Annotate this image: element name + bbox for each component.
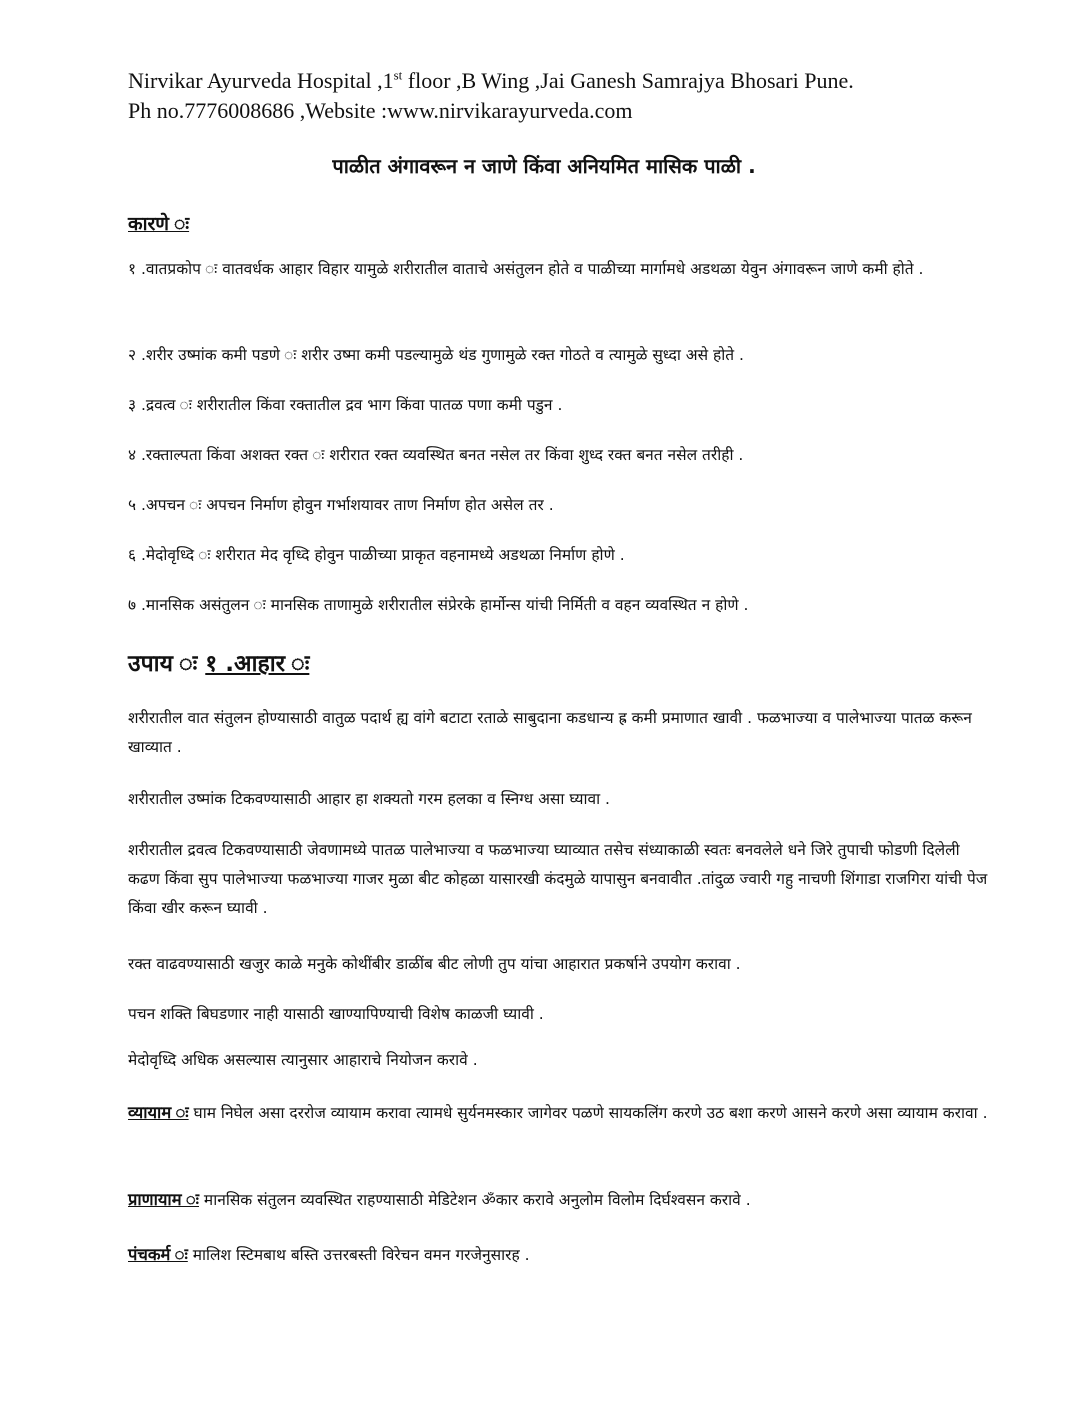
pranayam-section — [128, 1185, 988, 1215]
header-contact-line: Ph no.7776008686 ,Website :www.nirvikarayurveda.com — [128, 98, 633, 123]
cause-item-5: ५ .अपचन ः अपचन निर्माण होवुन गर्भाशयावर ताण निर्माण होत असेल तर . — [128, 496, 554, 514]
header-address-line — [128, 66, 1028, 96]
panchakarma-text: मालिश स्टिमबाथ बस्ति उत्तरबस्ती विरेचन वमन गरजेनुसारह . — [187, 1246, 530, 1264]
cause-item-4: ४ .रक्ताल्पता किंवा अशक्त रक्त ः शरीरात रक्त व्यवस्थित बनत नसेल तर किंवा शुध्द रक्त बनत नसेल तरीही . — [128, 446, 744, 464]
exercise-section — [128, 1098, 988, 1128]
pranayam-text: मानसिक संतुलन व्यवस्थित राहण्यासाठी मेडिटेशन ॐकार करावे अनुलोम विलोम दिर्घश्वसन करावे . — [199, 1191, 751, 1209]
diet-paragraph-6: मेदोवृध्दि अधिक असल्यास त्यानुसार आहाराचे नियोजन करावे . — [128, 1051, 478, 1069]
pranayam-label: प्राणायाम ः — [128, 1190, 199, 1209]
remedy-heading — [128, 646, 309, 678]
cause-item-2: २ .शरीर उष्मांक कमी पडणे ः शरीर उष्मा कमी पडल्यामुळे थंड गुणामुळे रक्त गोठते व त्यामुळे सुध्दा असे होते . — [128, 346, 744, 364]
header-superscript: st — [393, 67, 403, 83]
cause-item-7: ७ .मानसिक असंतुलन ः मानसिक ताणामुळे शरीरातील संप्रेरके हार्मोन्स यांची निर्मिती व वहन व्यवस्थित न होणे . — [128, 596, 749, 614]
cause-item-1: १ .वातप्रकोप ः वातवर्धक आहार विहार यामुळे शरीरातील वाताचे असंतुलन होते व पाळीच्या मार्गामधे अडथळा येवुन अंगावरून जाणे कमी होते . — [128, 260, 924, 278]
hospital-header — [128, 66, 1028, 126]
panchakarma-label: पंचकर्म ः — [128, 1245, 188, 1264]
diet-paragraph-2: शरीरातील उष्मांक टिकवण्यासाठी आहार हा शक्यतो गरम हलका व स्निग्ध असा घ्यावा . — [128, 790, 610, 808]
diet-paragraph-4: रक्त वाढवण्यासाठी खजुर काळे मनुके कोथींबीर डाळींब बीट लोणी तुप यांचा आहारात प्रकर्षाने उपयोग करावा . — [128, 955, 741, 973]
cause-item-3: ३ .द्रवत्व ः शरीरातील किंवा रक्तातील द्रव भाग किंवा पातळ पणा कमी पडुन . — [128, 396, 563, 414]
diet-paragraph-1: शरीरातील वात संतुलन होण्यासाठी वातुळ पदार्थ ह्य वांगे बटाटा रताळे साबुदाना कडधान्य ह्र कमी प्रमाणात खावी . फळभाज्या व पालेभाज्या पातळ करून खाव्यात . — [128, 709, 972, 756]
remedy-heading-diet: १ .आहार ः — [205, 651, 310, 677]
remedy-heading-prefix: उपाय ः — [128, 651, 206, 677]
exercise-text: घाम निघेल असा दररोज व्यायाम करावा त्यामधे सुर्यनमस्कार जागेवर पळणे सायकलिंग करणे उठ बशा करणे आसने करणे असा व्यायाम करावा . — [188, 1104, 988, 1122]
page-title: पाळीत अंगावरून न जाणे किंवा अनियमित मासिक पाळी . — [332, 154, 756, 178]
header-address-pre: Nirvikar Ayurveda Hospital ,1 — [128, 68, 394, 93]
diet-paragraph-3: शरीरातील द्रवत्व टिकवण्यासाठी जेवणामध्ये पातळ पालेभाज्या व फळभाज्या घ्याव्यात तसेच संध्याकाळी स्वतः बनवलेले धने जिरे तुपाची फोडणी दिलेली कढण किंवा सुप पालेभाज्या फळभाज्या गाजर मुळा बीट कोहळा यासारखी कंदमुळे यापासुन बनवावीत .तांदुळ ज्वारी गहु नाचणी शिंगाडा राजगिरा यांची पेज किंवा खीर करून घ्यावी . — [128, 841, 988, 917]
panchakarma-section — [128, 1240, 988, 1270]
causes-heading: कारणे ः — [128, 213, 190, 235]
header-address-post: floor ,B Wing ,Jai Ganesh Samrajya Bhosari Pune. — [402, 68, 854, 93]
cause-item-6: ६ .मेदोवृध्दि ः शरीरात मेद वृध्दि होवुन पाळीच्या प्राकृत वहनामध्ये अडथळा निर्माण होणे . — [128, 546, 625, 564]
diet-paragraph-5: पचन शक्ति बिघडणार नाही यासाठी खाण्यापिण्याची विशेष काळजी घ्यावी . — [128, 1005, 544, 1023]
exercise-label: व्यायाम ः — [128, 1103, 189, 1122]
